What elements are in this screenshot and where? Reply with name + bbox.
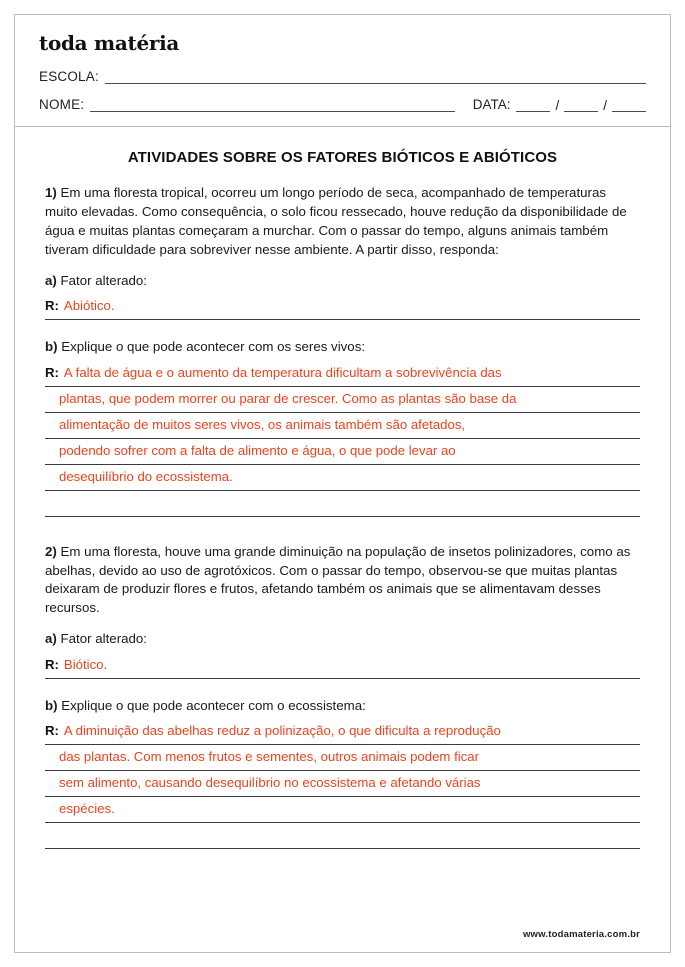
- question-1b-answer-area: [45, 361, 640, 517]
- spacer: [45, 689, 640, 697]
- answer-text: espécies.: [59, 801, 115, 817]
- data-year-input[interactable]: [612, 99, 646, 112]
- data-field-group: [473, 97, 646, 112]
- question-1b-label: b): [45, 339, 58, 355]
- answer-line[interactable]: [45, 361, 640, 387]
- question-1-statement: [45, 184, 640, 260]
- data-label: DATA:: [472, 97, 511, 112]
- site-footer: www.todamateria.com.br: [522, 929, 640, 940]
- question-1a-label: a): [45, 272, 57, 288]
- question-2a-label: a): [45, 631, 57, 647]
- spacer: [45, 330, 640, 338]
- answer-label: R:: [45, 364, 59, 380]
- answer-text: sem alimento, causando desequilíbrio no ecossistema e afetando várias: [59, 775, 481, 791]
- brand-logo: toda matéria: [39, 31, 180, 55]
- answer-line[interactable]: [45, 797, 640, 823]
- answer-line[interactable]: [45, 465, 640, 491]
- question-2b-label: b): [45, 697, 58, 713]
- answer-label: R:: [45, 656, 59, 672]
- data-slash-1: /: [555, 98, 560, 113]
- question-2b-answer-area: [45, 719, 640, 849]
- nome-data-field-row: [39, 97, 646, 112]
- worksheet-sheet: [14, 14, 671, 953]
- answer-text: das plantas. Com menos frutos e sementes, outros animais podem ficar: [59, 749, 479, 765]
- answer-label: R:: [45, 723, 59, 739]
- answer-line[interactable]: [45, 719, 640, 745]
- worksheet-content: [15, 127, 670, 952]
- answer-text: Biótico.: [63, 656, 108, 672]
- question-1a-answer-area: [45, 294, 640, 320]
- question-2a-text: Fator alterado:: [60, 631, 148, 647]
- question-2b-text: Explique o que pode acontecer com o ecossistema:: [61, 697, 366, 713]
- question-1b-prompt: [45, 338, 640, 357]
- answer-text: A diminuição das abelhas reduz a polinização, o que dificulta a reprodução: [63, 723, 501, 739]
- answer-line[interactable]: [45, 745, 640, 771]
- page-title: ATIVIDADES SOBRE OS FATORES BIÓTICOS E ABIÓTICOS: [127, 149, 558, 166]
- question-2-statement: [45, 543, 640, 619]
- answer-line[interactable]: [45, 771, 640, 797]
- worksheet-header: [15, 15, 670, 127]
- data-slash-2: /: [603, 98, 607, 113]
- answer-line[interactable]: [45, 387, 640, 413]
- answer-text: A falta de água e o aumento da temperatura dificultam a sobrevivência das: [63, 364, 502, 380]
- question-1-text: Em uma floresta tropical, ocorreu um longo período de seca, acompanhado de temperaturas muito elevadas. Como consequência, o solo ficou ressecado, houve redução da disponibilidade de água e muitas plantas começaram a murchar. Com o passar do tempo, alguns animais também tiveram dificuldade para sobreviver nesse ambiente. A partir disso, responda:: [45, 185, 627, 257]
- answer-line[interactable]: [45, 413, 640, 439]
- escola-input-line[interactable]: [105, 71, 646, 84]
- answer-text: desequilíbrio do ecossistema.: [59, 468, 233, 484]
- question-2a-answer-area: [45, 653, 640, 679]
- escola-label: ESCOLA:: [39, 69, 99, 84]
- data-month-input[interactable]: [564, 99, 598, 112]
- spacer: [45, 527, 640, 543]
- nome-input-line[interactable]: [90, 99, 454, 112]
- question-2-number: 2): [45, 543, 57, 559]
- question-1a-prompt: [45, 272, 640, 291]
- nome-label: NOME:: [39, 97, 85, 112]
- blank-answer-line[interactable]: [45, 491, 640, 517]
- question-2a-prompt: [45, 630, 640, 649]
- answer-text: plantas, que podem morrer ou parar de crescer. Como as plantas são base da: [59, 390, 517, 406]
- question-2-text: Em uma floresta, houve uma grande diminuição na população de insetos polinizadores, como as abelhas, devido ao uso de agrotóxicos. Com o passar do tempo, observou-se que muitas plantas deixaram de produzir flores e frutos, afetando também os animais que se alimentavam desses recursos.: [45, 543, 631, 616]
- answer-text: Abiótico.: [63, 298, 115, 314]
- answer-line[interactable]: [45, 653, 640, 679]
- answer-label: R:: [45, 298, 59, 314]
- answer-line[interactable]: [45, 294, 640, 320]
- question-1-number: 1): [45, 185, 57, 200]
- escola-field-row: [39, 69, 646, 84]
- answer-text: podendo sofrer com a falta de alimento e água, o que pode levar ao: [59, 442, 456, 458]
- answer-text: alimentação de muitos seres vivos, os animais também são afetados,: [59, 416, 466, 432]
- question-1b-text: Explique o que pode acontecer com os seres vivos:: [61, 339, 366, 355]
- question-1a-text: Fator alterado:: [60, 272, 148, 288]
- question-2b-prompt: [45, 697, 640, 716]
- blank-answer-line[interactable]: [45, 823, 640, 849]
- data-day-input[interactable]: [516, 99, 550, 112]
- answer-line[interactable]: [45, 439, 640, 465]
